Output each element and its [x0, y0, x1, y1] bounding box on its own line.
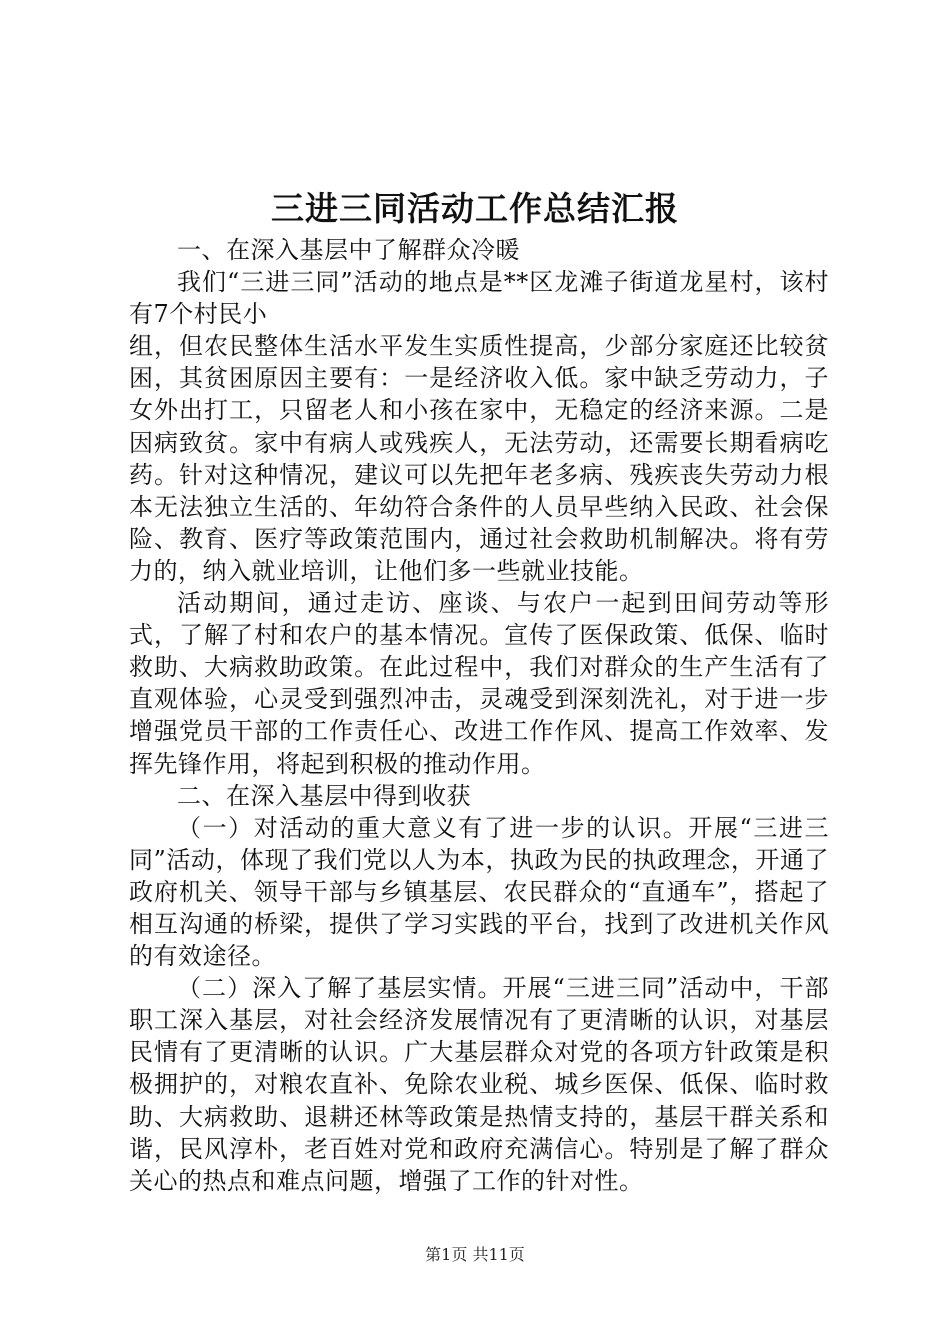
- paragraph-grassroots: （二）深入了解了基层实情。开展“三进三同”活动中，干部职工深入基层，对社会经济发展情况有了更清晰的认识，对基层民情有了更清晰的认识。广大基层群众对党的各项方针政策是积极拥护的，对粮农直补、免除农业税、城乡医保、低保、临时救助、大病救助、退耕还林等政策是热情支持的，基层干群关系和谐，民风淳朴，老百姓对党和政府充满信心。特别是了解了群众关心的热点和难点问题，增强了工作的针对性。: [129, 974, 829, 1195]
- section-heading-1: 一、在深入基层中了解群众冷暖: [177, 236, 520, 264]
- paragraph-significance: （一）对活动的重大意义有了进一步的认识。开展“三进三同”活动，体现了我们党以人为本，执政为民的执政理念，开通了政府机关、领导干部与乡镇基层、农民群众的“直通车”，搭起了相互沟通的桥梁，提供了学习实践的平台，找到了改进机关作风的有效途径。: [129, 813, 829, 971]
- paragraph-poverty-causes: 组，但农民整体生活水平发生实质性提高，少部分家庭还比较贫困，其贫困原因主要有：一是经济收入低。家中缺乏劳动力，子女外出打工，只留老人和小孩在家中，无稳定的经济来源。二是因病致贫。家中有病人或残疾人，无法劳动，还需要长期看病吃药。针对这种情况，建议可以先把年老多病、残疾丧失劳动力根本无法独立生活的、年幼符合条件的人员早些纳入民政、社会保险、教育、医疗等政策范围内，通过社会救助机制解决。将有劳力的，纳入就业培训，让他们多一些就业技能。: [129, 332, 829, 585]
- document-title: 三进三同活动工作总结汇报: [271, 189, 679, 228]
- page-footer: 第1页 共11页: [425, 1245, 525, 1264]
- paragraph-intro: 我们“三进三同”活动的地点是**区龙滩子街道龙星村，该村有7个村民小: [129, 268, 829, 329]
- document-body: [129, 234, 829, 1197]
- section-heading-2: 二、在深入基层中得到收获: [177, 781, 471, 810]
- paragraph-activity-period: 活动期间，通过走访、座谈、与农户一起到田间劳动等形式，了解了村和农户的基本情况。宣传了医保政策、低保、临时救助、大病救助政策。在此过程中，我们对群众的生产生活有了直观体验，心灵受到强烈冲击，灵魂受到深刻洗礼，对于进一步增强党员干部的工作责任心、改进工作作风、提高工作效率、发挥先锋作用，将起到积极的推动作用。: [129, 589, 829, 778]
